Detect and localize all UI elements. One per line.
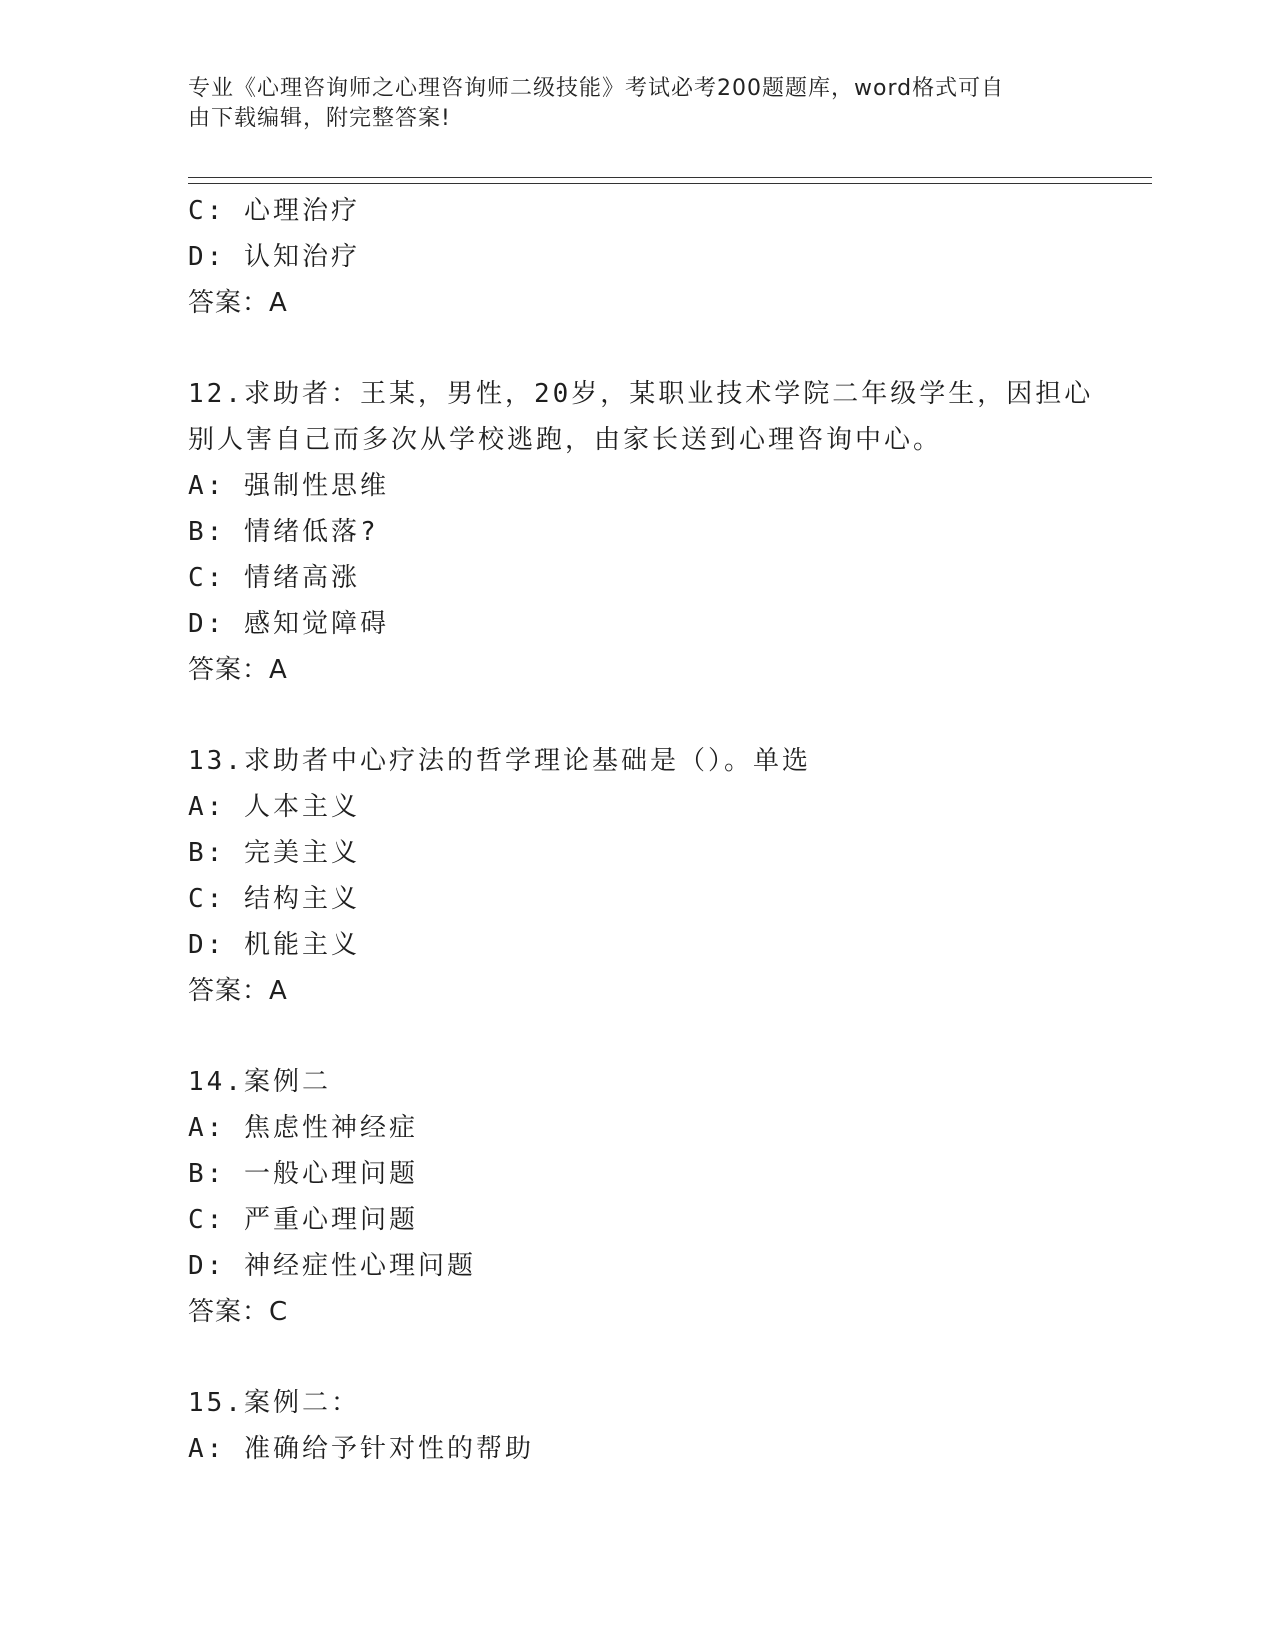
answer-line: 答案：C [188, 1297, 289, 1327]
document-header [188, 74, 1068, 134]
option-b: B: 完美主义 [188, 838, 360, 868]
option-c: C: 结构主义 [188, 884, 360, 914]
question-stem: 14.案例二 [188, 1067, 331, 1097]
option-c: C: 严重心理问题 [188, 1205, 418, 1235]
option-d: D: 感知觉障碍 [188, 609, 389, 639]
question-stem-cont: 别人害自己而多次从学校逃跑，由家长送到心理咨询中心。 [188, 425, 943, 455]
option-d: D: 机能主义 [188, 930, 360, 960]
header-line-1: 专业《心理咨询师之心理咨询师二级技能》考试必考200题题库，word格式可自 [188, 76, 1005, 101]
option-a: A: 焦虑性神经症 [188, 1113, 418, 1143]
option-a: A: 人本主义 [188, 792, 360, 822]
option-b: B: 一般心理问题 [188, 1159, 418, 1189]
option-d: D: 神经症性心理问题 [188, 1251, 476, 1281]
answer-line: 答案：A [188, 976, 288, 1006]
question-stem: 12.求助者：王某，男性，20岁，某职业技术学院二年级学生，因担心 [188, 379, 1094, 409]
answer-line: 答案：A [188, 655, 288, 685]
option-c: C: 情绪高涨 [188, 563, 360, 593]
option-a: A: 准确给予针对性的帮助 [188, 1434, 534, 1464]
option-a: A: 强制性思维 [188, 471, 389, 501]
header-divider-top [188, 177, 1152, 178]
option-b: B: 情绪低落? [188, 517, 379, 547]
question-content [188, 188, 1148, 1472]
question-stem: 13.求助者中心疗法的哲学理论基础是（）。单选 [188, 746, 811, 776]
question-stem: 15.案例二： [188, 1388, 360, 1418]
option-c: C: 心理治疗 [188, 196, 360, 226]
header-line-2: 由下载编辑，附完整答案! [188, 106, 451, 131]
answer-line: 答案：A [188, 288, 288, 318]
option-d: D: 认知治疗 [188, 242, 360, 272]
header-divider-bottom [188, 183, 1152, 184]
